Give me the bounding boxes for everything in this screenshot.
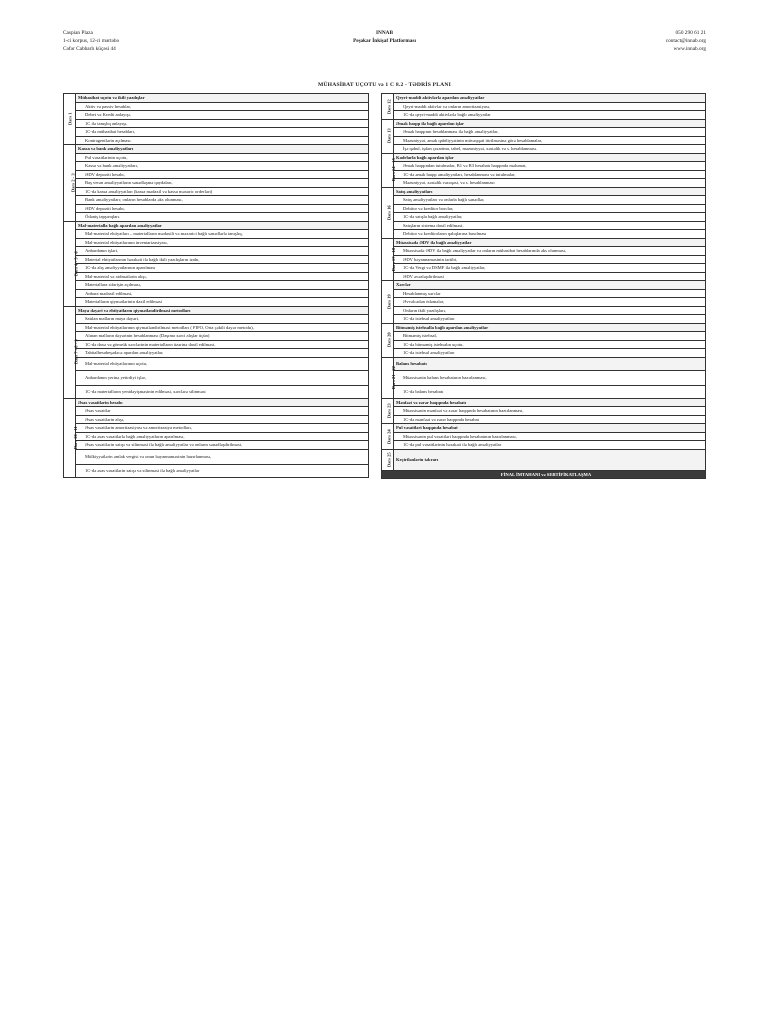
list-item: Debitor və kreditorların qalıqlarına baxılması [394, 230, 706, 239]
lesson-label: Dərs 17 - 18 [382, 238, 394, 281]
list-item: 1C-də əsas vəsaitlərlə bağlı əməliyyatların aparılması, [76, 432, 369, 441]
list-item: 1C-də materialların yenidəyişməsinin edilməsi, xərclərə silinməsi [76, 385, 369, 398]
table-row [64, 153, 369, 162]
table-row [382, 94, 706, 103]
topic-heading: Pul vəsaitləri haqqında hesabat [394, 424, 706, 433]
list-item: Aktiv və passiv hesablar, [76, 102, 369, 111]
table-row [64, 264, 369, 273]
lesson-label: Dərs 21 - 22 [382, 357, 394, 398]
table-row [382, 315, 706, 324]
table-row [64, 441, 369, 450]
topic-heading: Keçirilənlərin təkrarı [394, 449, 706, 470]
list-item: Alınan malların dəyərinin hesablanması (Daşıma xərci alışlar üçün) [76, 332, 369, 341]
table-row [64, 136, 369, 145]
list-item: Əmək haqqından tutulmalar, B1 və B3 hesabatı haqqında məlumat, [394, 162, 706, 171]
table-row [382, 230, 706, 239]
table-row [64, 111, 369, 120]
list-item: 1C-də istehsal əməliyyatları [394, 315, 706, 324]
table-row [382, 281, 706, 290]
table-row [382, 255, 706, 264]
list-item: Bank əməliyyatları; onların hesablarda əks olunması, [76, 196, 369, 205]
lesson-label: Dərs 16 [382, 187, 394, 238]
topic-heading: Xərclər [394, 281, 706, 290]
brand-name: INNAB [375, 30, 394, 36]
table-row [382, 196, 706, 205]
topic-heading: Mal-materialla bağlı aparılan əməliyyatlar [76, 221, 369, 230]
lesson-label: Dərs 24 [382, 424, 394, 450]
list-item: 1C-də qeyri-maddi aktivlərlə bağlı əməliyyatlar [394, 111, 706, 120]
address-line: Caspian Plaza [63, 30, 93, 36]
table-row [64, 323, 369, 332]
table-row [64, 221, 369, 230]
list-item: Kassa və bank əməliyyatları, [76, 162, 369, 171]
list-item: 1C-də daxə və gömrük xərclərinin materialların üzərinə daxil edilməsi, [76, 340, 369, 349]
list-item: 1C-də kassa əməliyyatları (kassa mədaxil və kassa məxaric orderləri) [76, 187, 369, 196]
topic-heading: Qeyri-maddi aktivlərlə aparılan əməliyyatlar [394, 94, 706, 103]
table-row [64, 255, 369, 264]
table-row [382, 238, 706, 247]
table-row [64, 289, 369, 298]
table-row [64, 230, 369, 239]
list-item: 1C-də əmək haqqı əməliyyatları, hesablanması və tutulmalar, [394, 170, 706, 179]
table-row [382, 162, 706, 171]
list-item: Əsas vəsaitlərin amortizasiyası və amortizasiya metodları, [76, 424, 369, 433]
list-item: Satılan malların maya dəyəri, [76, 315, 369, 324]
table-row [382, 179, 706, 188]
table-row [64, 187, 369, 196]
table-row [382, 136, 706, 145]
topic-heading: Balans hesabatı [394, 357, 706, 370]
list-item: Mal-material və xidmətlərin alışı, [76, 272, 369, 281]
table-row [382, 153, 706, 162]
table-row [382, 398, 706, 407]
list-item: 1C-də alış əməliyyatlarının aparılması [76, 264, 369, 273]
list-item: 1C-də balans hesabatı [394, 385, 706, 398]
list-item: Materialların qiymətlərinin daxil edilməsi [76, 298, 369, 307]
table-row [382, 470, 706, 479]
table-row [382, 370, 706, 385]
table-row [382, 306, 706, 315]
list-item: Əsas vəsaitlərin satışı və silinməsi ilə bağlı əməliyyatlar və onların sənədləşdirilməsi, [76, 441, 369, 450]
curriculum-table-left [63, 93, 369, 478]
table-row [64, 357, 369, 370]
table-row [382, 128, 706, 137]
topic-heading: Əmək haqqı ilə bağlı aparılan işlər [394, 119, 706, 128]
list-item: 1C-də əsas vəsaitlərin satışı və silinməsi ilə bağlı əməliyyatlar [76, 464, 369, 477]
list-item: Əmək haqqının hesablanması ilə bağlı əməliyyatlar, [394, 128, 706, 137]
table-row [64, 385, 369, 398]
page-header [63, 29, 706, 63]
lesson-label: Dərs 1 [64, 94, 76, 145]
curriculum-table-right [381, 93, 706, 479]
table-row [382, 119, 706, 128]
table-row [64, 119, 369, 128]
list-item: Əsas vəsaitlər [76, 407, 369, 416]
table-row [382, 298, 706, 307]
lesson-label: Dərs 10 - 11 [64, 398, 76, 477]
lesson-label: Dərs 4 - 5 - 6 [64, 221, 76, 306]
table-row [64, 315, 369, 324]
lesson-label: Dərs 23 [382, 398, 394, 424]
list-item: ƏDV depoziti hesabı, [76, 204, 369, 213]
list-item: ƏDV depoziti hesabı, [76, 170, 369, 179]
table-row [64, 213, 369, 222]
table-row [382, 424, 706, 433]
list-item: Anbardanın işləri, [76, 247, 369, 256]
table-row [64, 464, 369, 477]
list-item: Əvvəlcədən ödəmələr, [394, 298, 706, 307]
address-line: 1-ci korpus, 12-ci mərtəbə [63, 38, 119, 44]
table-row [64, 204, 369, 213]
lesson-label: Dərs 14 - 15 [382, 153, 394, 187]
topic-heading: Satış əməliyyatları [394, 187, 706, 196]
list-item: Əsas vəsaitlərin alışı, [76, 415, 369, 424]
table-row [382, 323, 706, 332]
list-item: Müəssisənin balans hesabatının hazırlanması, [394, 370, 706, 385]
table-row [64, 306, 369, 315]
table-row [64, 398, 369, 407]
topic-heading: Əsas vəsaitlərin hesabı [76, 398, 369, 407]
topic-heading: Müəssisədə ƏDV ilə bağlı əməliyyatlar [394, 238, 706, 247]
final-exam-banner: FİNAL İMTAHANI və SERTİFİKATLAŞMA [382, 470, 706, 479]
table-row [382, 145, 706, 154]
table-row [64, 281, 369, 290]
table-row [64, 102, 369, 111]
table-row [64, 94, 369, 103]
table-row [382, 102, 706, 111]
topic-heading: Kassa və bank əməliyyatları [76, 145, 369, 154]
list-item: Debet və Kredit anlayışı, [76, 111, 369, 120]
table-row [382, 385, 706, 398]
list-item: Ödəniş tapşırıqları. [76, 213, 369, 222]
topic-heading: Maya dəyəri və ehtiyatların qiymətləndirilməsi metodları [76, 306, 369, 315]
list-item: Onların ikili yazılışları, [394, 306, 706, 315]
table-row [64, 370, 369, 385]
table-row [64, 179, 369, 188]
list-item: Məzuniyyət, əmək qabiliyyətinin müvəqqəti itirilməsinə görə hesablamalar, [394, 136, 706, 145]
list-item: ƏDV bəyannaməsinin tərtibi, [394, 255, 706, 264]
table-row [64, 349, 369, 358]
topic-heading: Mühasibat uçotu və ikili yazılışlar [76, 94, 369, 103]
list-item: ƏDV əvəzləşdirilməsi [394, 272, 706, 281]
lesson-label: Dərs 12 [382, 94, 394, 120]
table-row [64, 196, 369, 205]
brand-block [63, 29, 706, 45]
table-row [382, 187, 706, 196]
list-item: Tabitalhesabeşədəcə aparılan əməliyyatlar, [76, 349, 369, 358]
table-row [382, 204, 706, 213]
lesson-label: Dərs 20 [382, 323, 394, 357]
table-row [382, 332, 706, 341]
list-item: Kontragentlərin açılması. [76, 136, 369, 145]
list-item: 1C ilə tanışlıq anlayışı, [76, 119, 369, 128]
lesson-label: Dərs 19 [382, 281, 394, 324]
table-row [64, 238, 369, 247]
list-item: Baş verən əməliyyatların sənədləşmə qaydaları, [76, 179, 369, 188]
list-item: 1C-də mənfəət və zərər haqqında hesabat [394, 415, 706, 424]
list-item: Mülkiyyətlərin əmlak vergisi və onun bəyannaməsinin hazırlanması, [76, 449, 369, 464]
list-item: Materiallara sifarişin açılması, [76, 281, 369, 290]
table-row [64, 432, 369, 441]
list-item: 1C-də satışla bağlı əməliyyatlar, [394, 213, 706, 222]
table-row [382, 415, 706, 424]
table-row [382, 272, 706, 281]
address-line: Cəfər Cabbarlı küçəsi 44 [63, 46, 116, 52]
email-address: contact@innab.org [665, 38, 706, 44]
list-item: 1C-də mühasibat hesabları, [76, 128, 369, 137]
table-row [382, 349, 706, 358]
table-row [382, 111, 706, 120]
list-item: 1C-də Vergi və DSMF ilə bağlı əməliyyatlar, [394, 264, 706, 273]
table-row [382, 432, 706, 441]
topic-heading: Bitməmiş istehsalla bağlı aparılan əməliyyatlar [394, 323, 706, 332]
document-title: MÜHASİBAT UÇOTU və 1 C 8.2 - TƏDRİS PLANI [317, 82, 452, 88]
list-item: Satış əməliyyatları və onlarla bağlı sənədlər, [394, 196, 706, 205]
table-row [64, 424, 369, 433]
list-item: Müəssisənin pul vəsaitləri haqqında hesabatının hazırlanması, [394, 432, 706, 441]
table-row [382, 213, 706, 222]
list-item: Pul vəsaitlərinin uçotu, [76, 153, 369, 162]
table-row [64, 247, 369, 256]
table-row [64, 449, 369, 464]
lesson-label: Dərs 7 - 8 - 9 [64, 306, 76, 398]
list-item: Material ehtiyatlarının hərəkəti ilə bağlı ikili yazılışların izahı, [76, 255, 369, 264]
table-row [382, 449, 706, 470]
table-row [64, 340, 369, 349]
table-row [64, 332, 369, 341]
table-row [382, 247, 706, 256]
lesson-label: Dərs 25 [382, 449, 394, 470]
phone-number: 050 290 61 21 [675, 30, 706, 36]
list-item: Mal-material ehtiyatlarının qiymətləndirilməsi metodları ( FIFO, Orta çəkili dəyər metodu), [76, 323, 369, 332]
table-row [382, 340, 706, 349]
list-item: 1C-də pul vəsaitlərinin hərəkəti ilə bağlı əməliyyatlar [394, 441, 706, 450]
list-item: Qeyri-maddi aktivlər və onların amortizasiyası, [394, 102, 706, 111]
table-row [382, 221, 706, 230]
table-row [382, 441, 706, 450]
table-row [64, 407, 369, 416]
list-item: Mal-material ehtiyatlarının uçotu, [76, 357, 369, 370]
table-row [382, 170, 706, 179]
table-row [64, 272, 369, 281]
list-item: Mal-material ehtiyatlarının inventarizasiyası, [76, 238, 369, 247]
list-item: Məzuniyyət, xəstəlik vərəqəsi, və s. hesablanması [394, 179, 706, 188]
lesson-label: Dərs 2 - 3 [64, 145, 76, 222]
list-item: 1C-də istehsal əməliyyatları [394, 349, 706, 358]
brand-subtitle: Peşəkar İnkişaf Platforması [353, 38, 416, 44]
list-item: Hesablanmış xərclər [394, 289, 706, 298]
table-row [64, 298, 369, 307]
list-item: Debitor və kreditor borclar, [394, 204, 706, 213]
table-row [64, 415, 369, 424]
list-item: Müəssisədə ƏDV ilə bağlı əməliyyatlar və onların mühasibat hesablarında əks olunması, [394, 247, 706, 256]
list-item: İşə qəbul, işdən çıxartma, tabel, məzuniyyət, xəstəlik və s. hesablanması. [394, 145, 706, 154]
topic-heading: Kadrlarla bağlı aparılan işlər [394, 153, 706, 162]
table-row [64, 128, 369, 137]
list-item: Anbardanın yerinə yetirdiyi işlər, [76, 370, 369, 385]
contact-block [666, 29, 706, 53]
list-item: Satışların sistemə daxil edilməsi, [394, 221, 706, 230]
list-item: Anbara mədaxil edilməsi, [76, 289, 369, 298]
list-item: 1C-də bitməmiş istehsalın uçotu, [394, 340, 706, 349]
table-row [382, 289, 706, 298]
list-item: Bitməmiş istehsal, [394, 332, 706, 341]
list-item: Müəssisənin mənfəət və zərər haqqında hesabatının hazırlanması, [394, 407, 706, 416]
table-row [382, 357, 706, 370]
lesson-label: Dərs 13 [382, 119, 394, 153]
table-row [64, 145, 369, 154]
table-row [64, 170, 369, 179]
topic-heading: Mənfəət və zərər haqqında hesabatı [394, 398, 706, 407]
table-row [382, 407, 706, 416]
table-row [382, 264, 706, 273]
list-item: Mal-material ehtiyatları – materialların mədaxili və məxarici bağlı sənədlərlə tanışlıq, [76, 230, 369, 239]
website-url: www.innab.org [673, 46, 706, 52]
table-row [64, 162, 369, 171]
